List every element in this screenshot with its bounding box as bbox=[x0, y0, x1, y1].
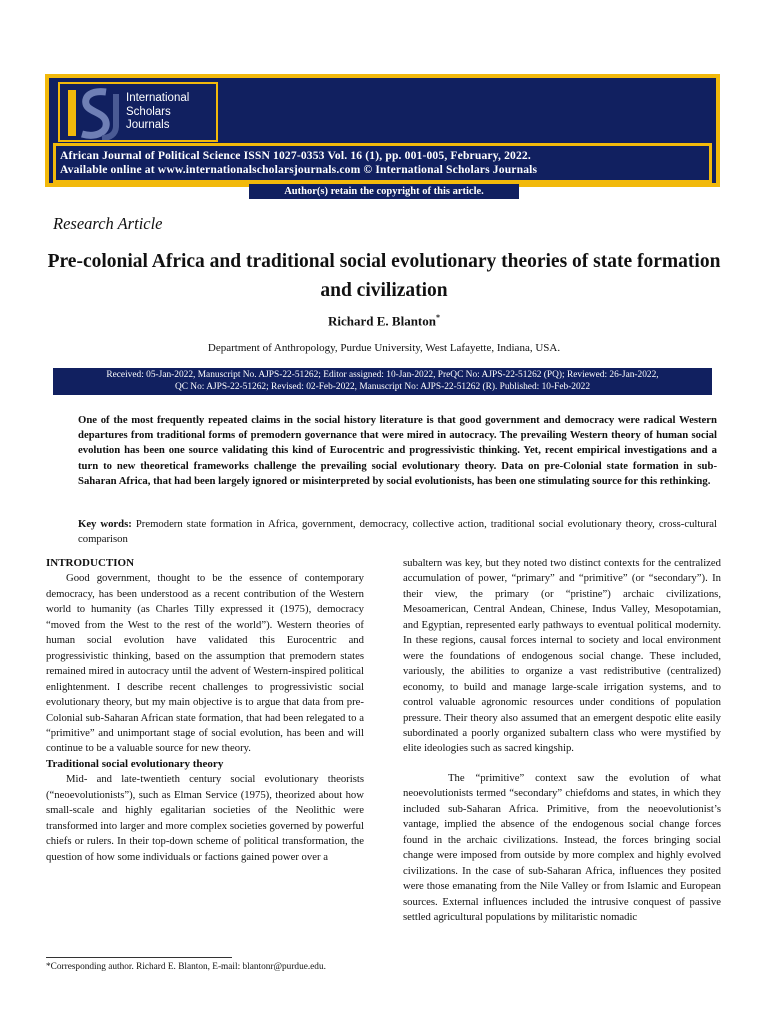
author-mark: * bbox=[436, 313, 440, 322]
article-type: Research Article bbox=[53, 214, 163, 233]
body-paragraph: subaltern was key, but they noted two distinct contexts for the centralized accumulation of power, “primary” and “primitive” (or “secondary”). In their view, the primary (or “pristine”) archaic civilizations, Mesoamerican, Central Andean, Chinese, Indus Valley, Mesopotamian, and Egyptian, represented early pathways to eventual political modernity. In these regions, causal forces internal to society and local environment were the foundations of endogenous social change. These included, variously, the abilities to organize a vast redistributive (centralized) economy, to build and manage large-scale irrigation systems, and to control valuable agronomic resources under conditions of population pressure. Their theory also assumed that an emergent despotic elite easily subordinated a poorly organized subaltern class who were mystified by elite ideologies such as sacred kingship. bbox=[403, 557, 721, 755]
body-column-left bbox=[46, 556, 364, 865]
keywords-text: Premodern state formation in Africa, government, democracy, collective action, traditional social evolutionary theory, cross-cultural comparison bbox=[78, 518, 717, 546]
dates-line: Received: 05-Jan-2022, Manuscript No. AJPS-22-51262; Editor assigned: 10-Jan-2022, PreQC No: AJPS-22-51262 (PQ); Reviewed: 26-Jan-2022, bbox=[106, 370, 659, 380]
body-column-right bbox=[403, 556, 721, 925]
corresponding-author-footnote: *Corresponding author. Richard E. Blanton, E-mail: blantonr@purdue.edu. bbox=[46, 962, 326, 972]
body-paragraph: The “primitive” context saw the evolution of what neoevolutionists termed “secondary” chiefdoms and states, in which they included sub-Saharan Africa. Primitive, from the neoevolutionist’s vantage, implied the absence of the endogenous social change forces found in the archaic civilizations. Instead, the forces bringing social change were imposed from outside by more complex and highly evolved civilizations. In the case of sub-Saharan Africa, influences they posited were those emanating from the Nile Valley or from Islamic and European sources. External influences included the intrusive conquest of passive settled agricultural populations by militaristic nomadic bbox=[403, 771, 721, 923]
journal-availability: Available online at www.internationalscholarsjournals.com © International Scholars Journals bbox=[60, 163, 538, 176]
author-line bbox=[0, 313, 768, 329]
author-name: Richard E. Blanton bbox=[328, 313, 436, 329]
journal-citation: African Journal of Political Science ISSN 1027-0353 Vol. 16 (1), pp. 001-005, February, 2022. bbox=[60, 149, 531, 162]
body-paragraph: Good government, thought to be the essence of contemporary democracy, has been understood as a recent contribution of the Western world to humanity (as Charles Tilly expressed it (1975), democracy “moved from the West to the rest of the world”). Western theories of human social evolution have validated this Eurocentric and progressivistic thinking, based on the assumption that premodern states remained mired in autocracy until the advent of Western-inspired political enlightenment. I describe recent challenges to progressivistic social evolutionary theory, but my main objective is to argue that data from pre-Colonial sub-Saharan African state formation, that had been relegated to a “primitive” and unimportant stage of social evolution, has been and will continue to be a valuable source for new theory. bbox=[46, 572, 364, 755]
logo-line: Journals bbox=[126, 119, 170, 131]
article-title: Pre-colonial Africa and traditional social evolutionary theories of state formation and civilization bbox=[47, 251, 721, 301]
journal-logo bbox=[58, 82, 218, 142]
author-affiliation: Department of Anthropology, Purdue University, West Lafayette, Indiana, USA. bbox=[207, 342, 561, 354]
subsection-heading: Traditional social evolutionary theory bbox=[46, 757, 224, 770]
abstract: One of the most frequently repeated claims in the social history literature is that good government and democracy were radical Western departures from traditional forms of premodern governance that were mired in autocracy. The prevailing Western theory of human social evolution has been one source validating this kind of Eurocentric and progressivistic thinking. Yet, recent empirical investigations and a turn to new theoretical frameworks challenge the prevailing social evolutionary theory. Data on pre-Colonial state formation in sub-Saharan Africa, that had been largely ignored or misinterpreted by social evolutionists, has been one stimulating source for this rethinking. bbox=[78, 414, 717, 487]
section-heading: INTRODUCTION bbox=[46, 557, 135, 569]
isj-logo-icon bbox=[66, 86, 122, 140]
copyright-notice: Author(s) retain the copyright of this article. bbox=[249, 184, 519, 199]
keywords-label: Key words: bbox=[78, 518, 132, 530]
body-paragraph: Mid- and late-twentieth century social evolutionary theorists (“neoevolutionists”), such as Elman Service (1975), theorized about how small-scale and highly egalitarian societies of the Neolithic were transformed into larger and more complex societies governed by powerful chiefs or rulers. In their top-down scheme of political transformation, the question of how some individuals or factions gained power over a bbox=[46, 773, 364, 863]
footnote-divider bbox=[46, 957, 232, 958]
logo-line: Scholars bbox=[126, 105, 171, 118]
dates-line: QC No: AJPS-22-51262; Revised: 02-Feb-2022, Manuscript No: AJPS-22-51262 (R). Published: 10-Feb-2022 bbox=[174, 381, 591, 392]
logo-line: International bbox=[126, 92, 190, 104]
logo-mark-text: ISJ bbox=[66, 86, 68, 87]
logo-wordmark bbox=[126, 92, 189, 133]
keywords bbox=[78, 517, 717, 547]
manuscript-dates bbox=[53, 368, 712, 395]
